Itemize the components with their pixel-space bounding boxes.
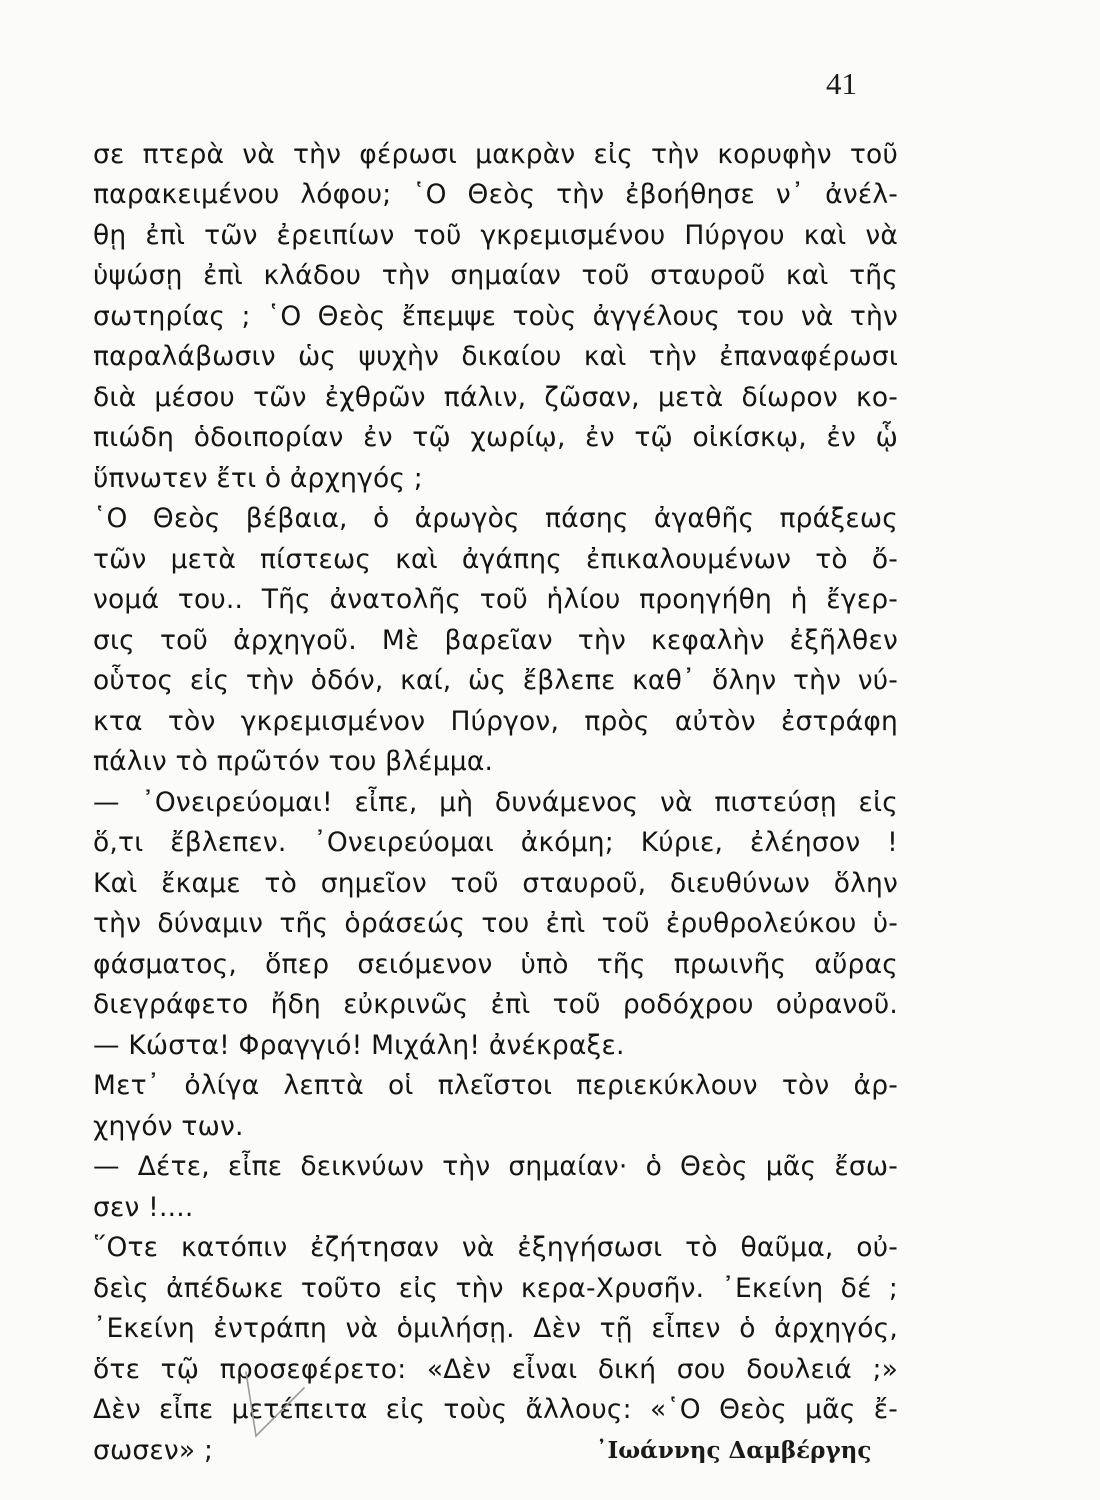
text-line: ὅτε τῷ προσεφέρετο: «Δὲν εἶναι δική σου δουλειά ;» [93, 1354, 898, 1385]
text-line: ῾Ο Θεὸς βέβαια, ὁ ἀρωγὸς πάσης ἀγαθῆς πράξεως [93, 503, 898, 534]
text-line: Μετ᾿ ὀλίγα λεπτὰ οἱ πλεῖστοι περιεκύκλουν τὸν ἀρ- [93, 1070, 898, 1101]
text-line: Δὲν εἶπε μετέπειτα εἰς τοὺς ἄλλους: «῾Ο Θεὸς μᾶς ἔ- [93, 1394, 898, 1425]
text-line: ὑψώσῃ ἐπὶ κλάδου τὴν σημαίαν τοῦ σταυροῦ καὶ τῆς [93, 260, 898, 291]
text-line: διὰ μέσου τῶν ἐχθρῶν πάλιν, ζῶσαν, μετὰ δίωρον κο- [93, 382, 898, 413]
text-line: σε πτερὰ νὰ τὴν φέρωσι μακρὰν εἰς τὴν κορυφὴν τοῦ [93, 139, 898, 170]
text-line: τὴν δύναμιν τῆς ὁράσεώς του ἐπὶ τοῦ ἐρυθρολεύκου ὑ- [93, 908, 898, 939]
text-line: ᾿Εκείνη ἐντράπη νὰ ὁμιλήσῃ. Δὲν τῇ εἶπεν ὁ ἀρχηγός, [93, 1313, 898, 1344]
text-line: ὕπνωτεν ἔτι ὁ ἀρχηγός ; [93, 463, 423, 494]
text-line: — Δέτε, εἶπε δεικνύων τὴν σημαίαν· ὁ Θεὸς μᾶς ἔσω- [93, 1151, 898, 1182]
text-line: παρακειμένου λόφου; ῾Ο Θεὸς τὴν ἐβοήθησε ν᾿ ἀνέλ- [93, 179, 898, 210]
text-line: — ᾿Ονειρεύομαι! εἶπε, μὴ δυνάμενος νὰ πιστεύσῃ εἰς [93, 787, 898, 818]
text-line: σεν !.... [93, 1192, 194, 1223]
text-line: διεγράφετο ἤδη εὐκρινῶς ἐπὶ τοῦ ροδόχρου οὐρανοῦ. [93, 989, 898, 1020]
text-line: δεὶς ἀπέδωκε τοῦτο εἰς τὴν κερα-Χρυσῆν. ᾿Εκείνη δέ ; [93, 1273, 898, 1304]
author-signature: ᾿Ιωάννης Δαμβέργης [596, 1437, 872, 1464]
text-line: κτα τὸν γκρεμισμένον Πύργον, πρὸς αὐτὸν ἐστράφη [93, 706, 898, 737]
text-line: σωτηρίας ; ῾Ο Θεὸς ἔπεμψε τοὺς ἀγγέλους του νὰ τὴν [93, 301, 898, 332]
text-line: παραλάβωσιν ὡς ψυχὴν δικαίου καὶ τὴν ἐπαναφέρωσι [93, 341, 898, 372]
text-line: πιώδη ὁδοιπορίαν ἐν τῷ χωρίῳ, ἐν τῷ οἰκίσκῳ, ἐν ᾧ [93, 422, 898, 453]
text-line: πάλιν τὸ πρῶτόν του βλέμμα. [93, 746, 494, 777]
text-line: φάσματος, ὅπερ σειόμενον ὑπὸ τῆς πρωινῆς αὔρας [93, 949, 898, 980]
text-line: χηγόν των. [93, 1111, 244, 1142]
text-line: θῃ ἐπὶ τῶν ἐρειπίων τοῦ γκρεμισμένου Πύργου καὶ νὰ [93, 220, 898, 251]
text-line: Καὶ ἔκαμε τὸ σημεῖον τοῦ σταυροῦ, διευθύνων ὅλην [93, 868, 898, 899]
page-number: 41 [826, 66, 857, 101]
text-line: σις τοῦ ἀρχηγοῦ. Μὲ βαρεῖαν τὴν κεφαλὴν ἐξῆλθεν [93, 625, 898, 656]
text-line: ὅ,τι ἔβλεπεν. ᾿Ονειρεύομαι ἀκόμη; Κύριε, ἐλέησον ! [93, 827, 898, 858]
text-line: νομά του.. Τῆς ἀνατολῆς τοῦ ἡλίου προηγήθη ἡ ἔγερ- [93, 584, 898, 615]
pen-mark-decoration [240, 1370, 320, 1450]
text-line: — Κώστα! Φραγγιό! Μιχάλη! ἀνέκραξε. [93, 1030, 625, 1061]
text-line: ῞Οτε κατόπιν ἐζήτησαν νὰ ἐξηγήσωσι τὸ θαῦμα, οὐ- [93, 1232, 898, 1263]
text-line: οὗτος εἰς τὴν ὁδόν, καί, ὡς ἔβλεπε καθ᾿ ὅλην τὴν νύ- [93, 665, 898, 696]
text-line: τῶν μετὰ πίστεως καὶ ἀγάπης ἐπικαλουμένων τὸ ὄ- [93, 544, 898, 575]
text-line: σωσεν» ; [93, 1435, 214, 1466]
